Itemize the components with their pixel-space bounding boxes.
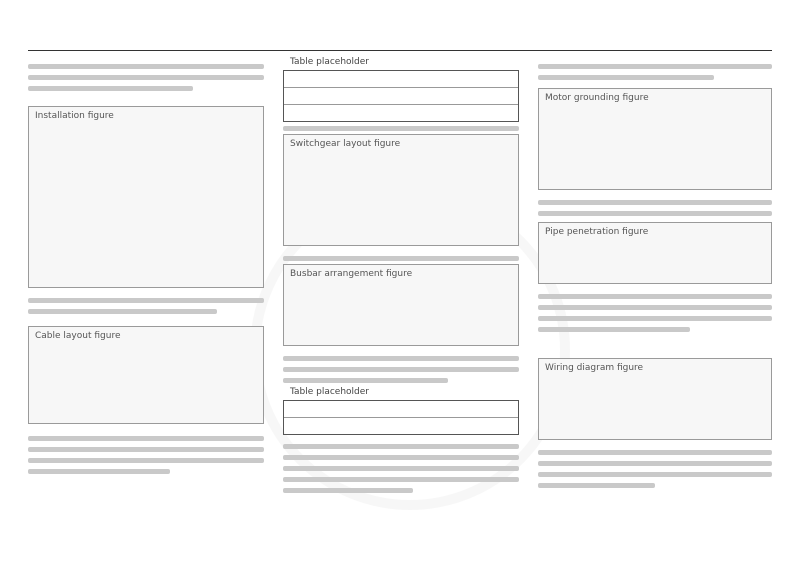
text-block: [28, 292, 264, 320]
table-caption: Table placeholder: [290, 387, 370, 397]
text-block: [28, 58, 264, 97]
text-block: [538, 288, 772, 338]
text-block: [283, 438, 519, 499]
figure: [283, 134, 519, 246]
figure-label: Busbar arrangement figure: [290, 269, 413, 279]
figure-label: Pipe penetration figure: [545, 227, 649, 237]
text-block: [538, 58, 772, 86]
column-1: [28, 58, 264, 526]
table-caption: Table placeholder: [290, 57, 370, 67]
figure: [28, 106, 264, 288]
figure-label: Wiring diagram figure: [545, 363, 644, 373]
text-block: [538, 194, 772, 222]
running-header-left: [60, 38, 63, 49]
figure-label: Switchgear layout figure: [290, 139, 401, 149]
figure: [538, 358, 772, 440]
figure: [283, 264, 519, 346]
figure-label: Installation figure: [35, 111, 114, 121]
page-number: [0, 534, 800, 544]
figure: [538, 222, 772, 284]
figure: [538, 88, 772, 190]
text-block: [28, 430, 264, 480]
column-2: [283, 58, 519, 526]
text-block: [538, 444, 772, 494]
promo-header: [0, 10, 800, 24]
table: [283, 57, 519, 122]
column-3: [538, 58, 772, 526]
promo-footer: [0, 546, 800, 559]
table: [283, 387, 519, 435]
text-block: [283, 350, 519, 389]
header-rule: [28, 50, 772, 51]
figure: [28, 326, 264, 424]
figure-label: Motor grounding figure: [545, 93, 649, 103]
running-header-right: [560, 38, 563, 49]
figure-label: Cable layout figure: [35, 331, 121, 341]
